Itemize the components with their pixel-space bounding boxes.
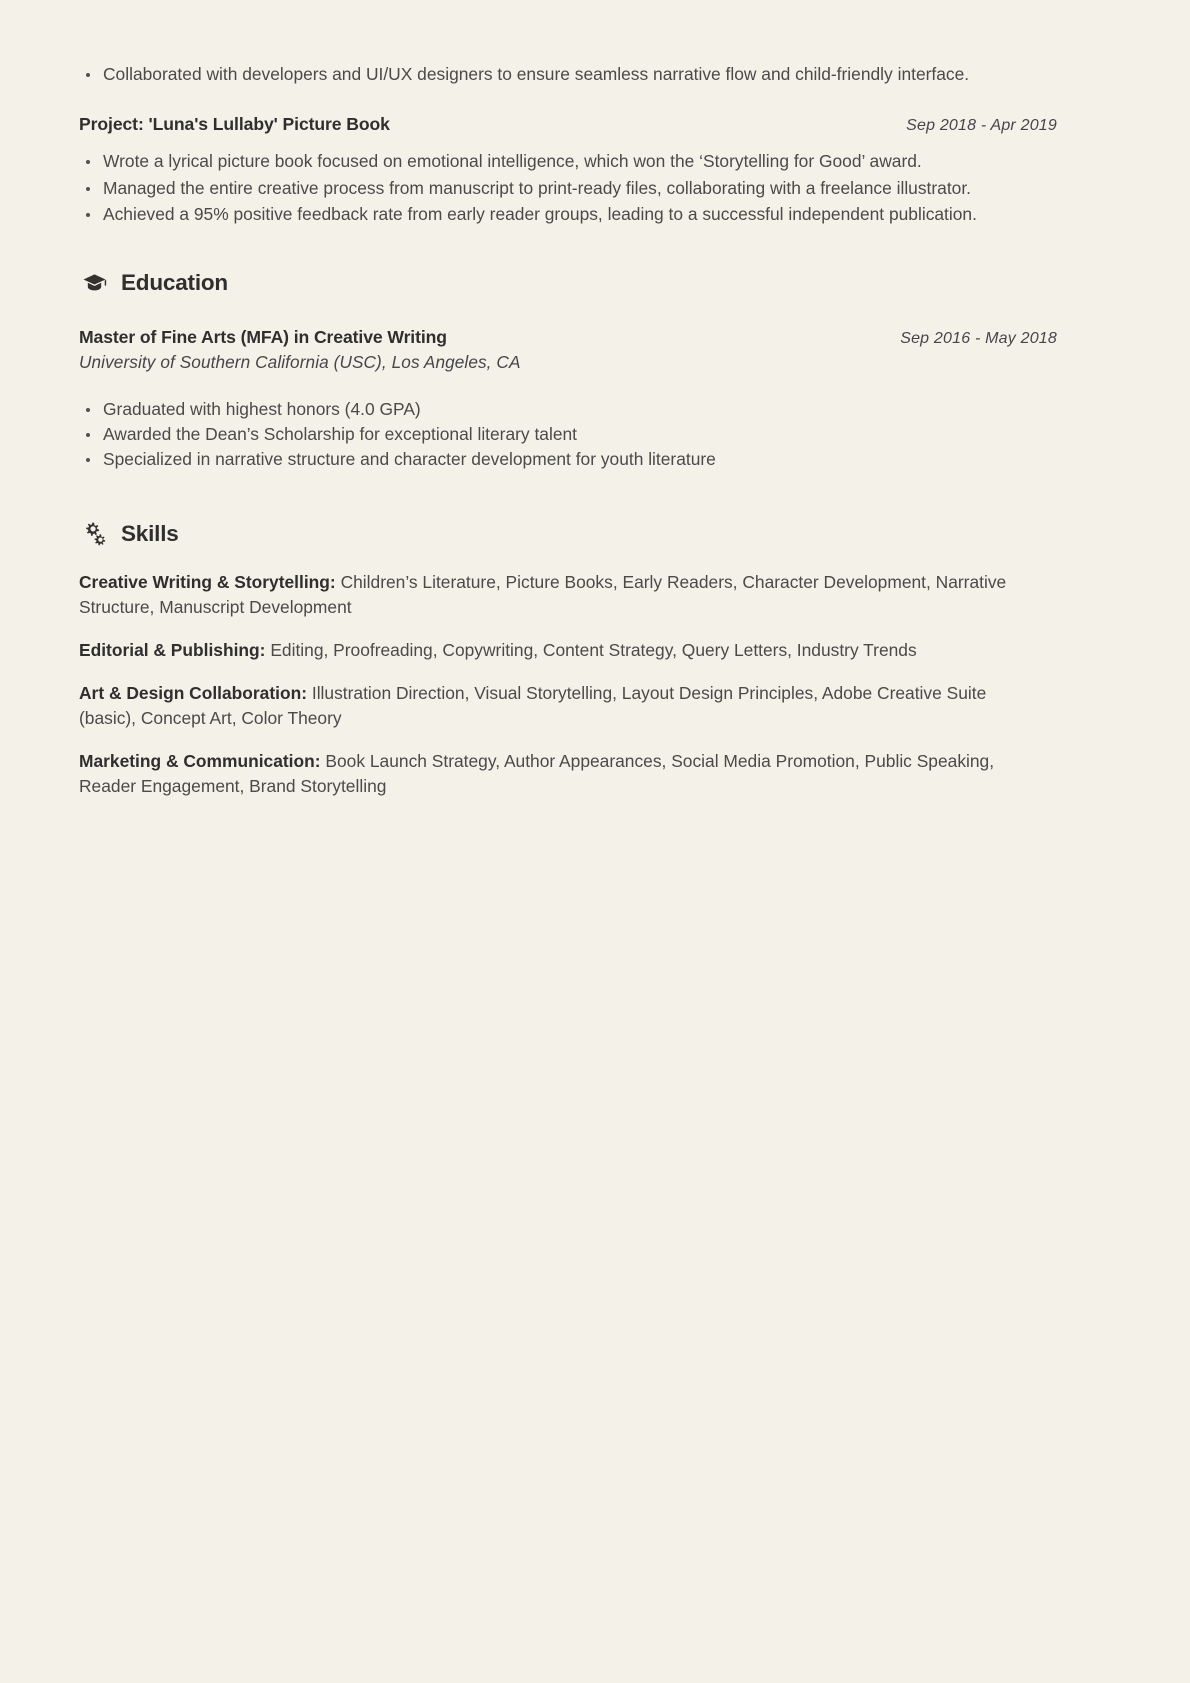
list-item: Specialized in narrative structure and character development for youth literature	[79, 447, 1060, 472]
skill-items: Children’s Literature, Picture Books, Early Readers, Character Development, Narrative Structure, Manuscript Development	[79, 571, 1007, 618]
education-section-header	[81, 270, 1060, 297]
project-entry-header	[79, 114, 1060, 135]
list-item: Awarded the Dean’s Scholarship for exceptional literary talent	[79, 422, 1060, 447]
gears-icon	[81, 521, 108, 548]
list-item: Achieved a 95% positive feedback rate from early reader groups, leading to a successful independent publication.	[79, 202, 1060, 227]
skills-section-header	[81, 521, 1060, 548]
list-item: Collaborated with developers and UI/UX designers to ensure seamless narrative flow and child-friendly interface.	[79, 62, 1060, 87]
graduation-cap-icon	[81, 270, 108, 297]
skill-category-label: Art & Design Collaboration:	[79, 682, 308, 703]
skill-group	[79, 749, 1024, 800]
skills-list	[79, 570, 1060, 800]
education-section-title: Education	[121, 270, 228, 296]
project-bullets	[79, 149, 1060, 227]
education-date: Sep 2016 - May 2018	[900, 329, 1057, 347]
experience-continuation-bullets	[79, 62, 1060, 87]
education-degree: Master of Fine Arts (MFA) in Creative Writing	[79, 326, 447, 347]
skill-category-label: Creative Writing & Storytelling:	[79, 571, 336, 592]
skill-group	[79, 638, 1024, 664]
education-entry-header	[79, 327, 1060, 348]
education-institution: University of Southern California (USC), Los Angeles, CA	[79, 351, 521, 372]
skill-items: Editing, Proofreading, Copywriting, Content Strategy, Query Letters, Industry Trends	[270, 640, 917, 660]
skill-category-label: Editorial & Publishing:	[79, 640, 266, 660]
education-bullets	[79, 397, 1060, 473]
project-title: Project: 'Luna's Lullaby' Picture Book	[79, 114, 390, 135]
skill-items: Illustration Direction, Visual Storytelling, Layout Design Principles, Adobe Creative Suite (basic), Concept Art, Color Theory	[79, 682, 987, 729]
skill-group	[79, 570, 1024, 621]
list-item: Managed the entire creative process from manuscript to print-ready files, collaborating with a freelance illustrator.	[79, 176, 1060, 201]
skill-category-label: Marketing & Communication:	[79, 750, 321, 771]
skills-section-title: Skills	[121, 521, 179, 547]
list-item: Graduated with highest honors (4.0 GPA)	[79, 397, 1060, 422]
list-item: Wrote a lyrical picture book focused on emotional intelligence, which won the ‘Storytelling for Good’ award.	[79, 149, 1060, 174]
skill-items: Book Launch Strategy, Author Appearances, Social Media Promotion, Public Speaking, Reader Engagement, Brand Storytelling	[79, 750, 995, 797]
skill-group	[79, 681, 1024, 732]
project-date: Sep 2018 - Apr 2019	[906, 117, 1057, 135]
